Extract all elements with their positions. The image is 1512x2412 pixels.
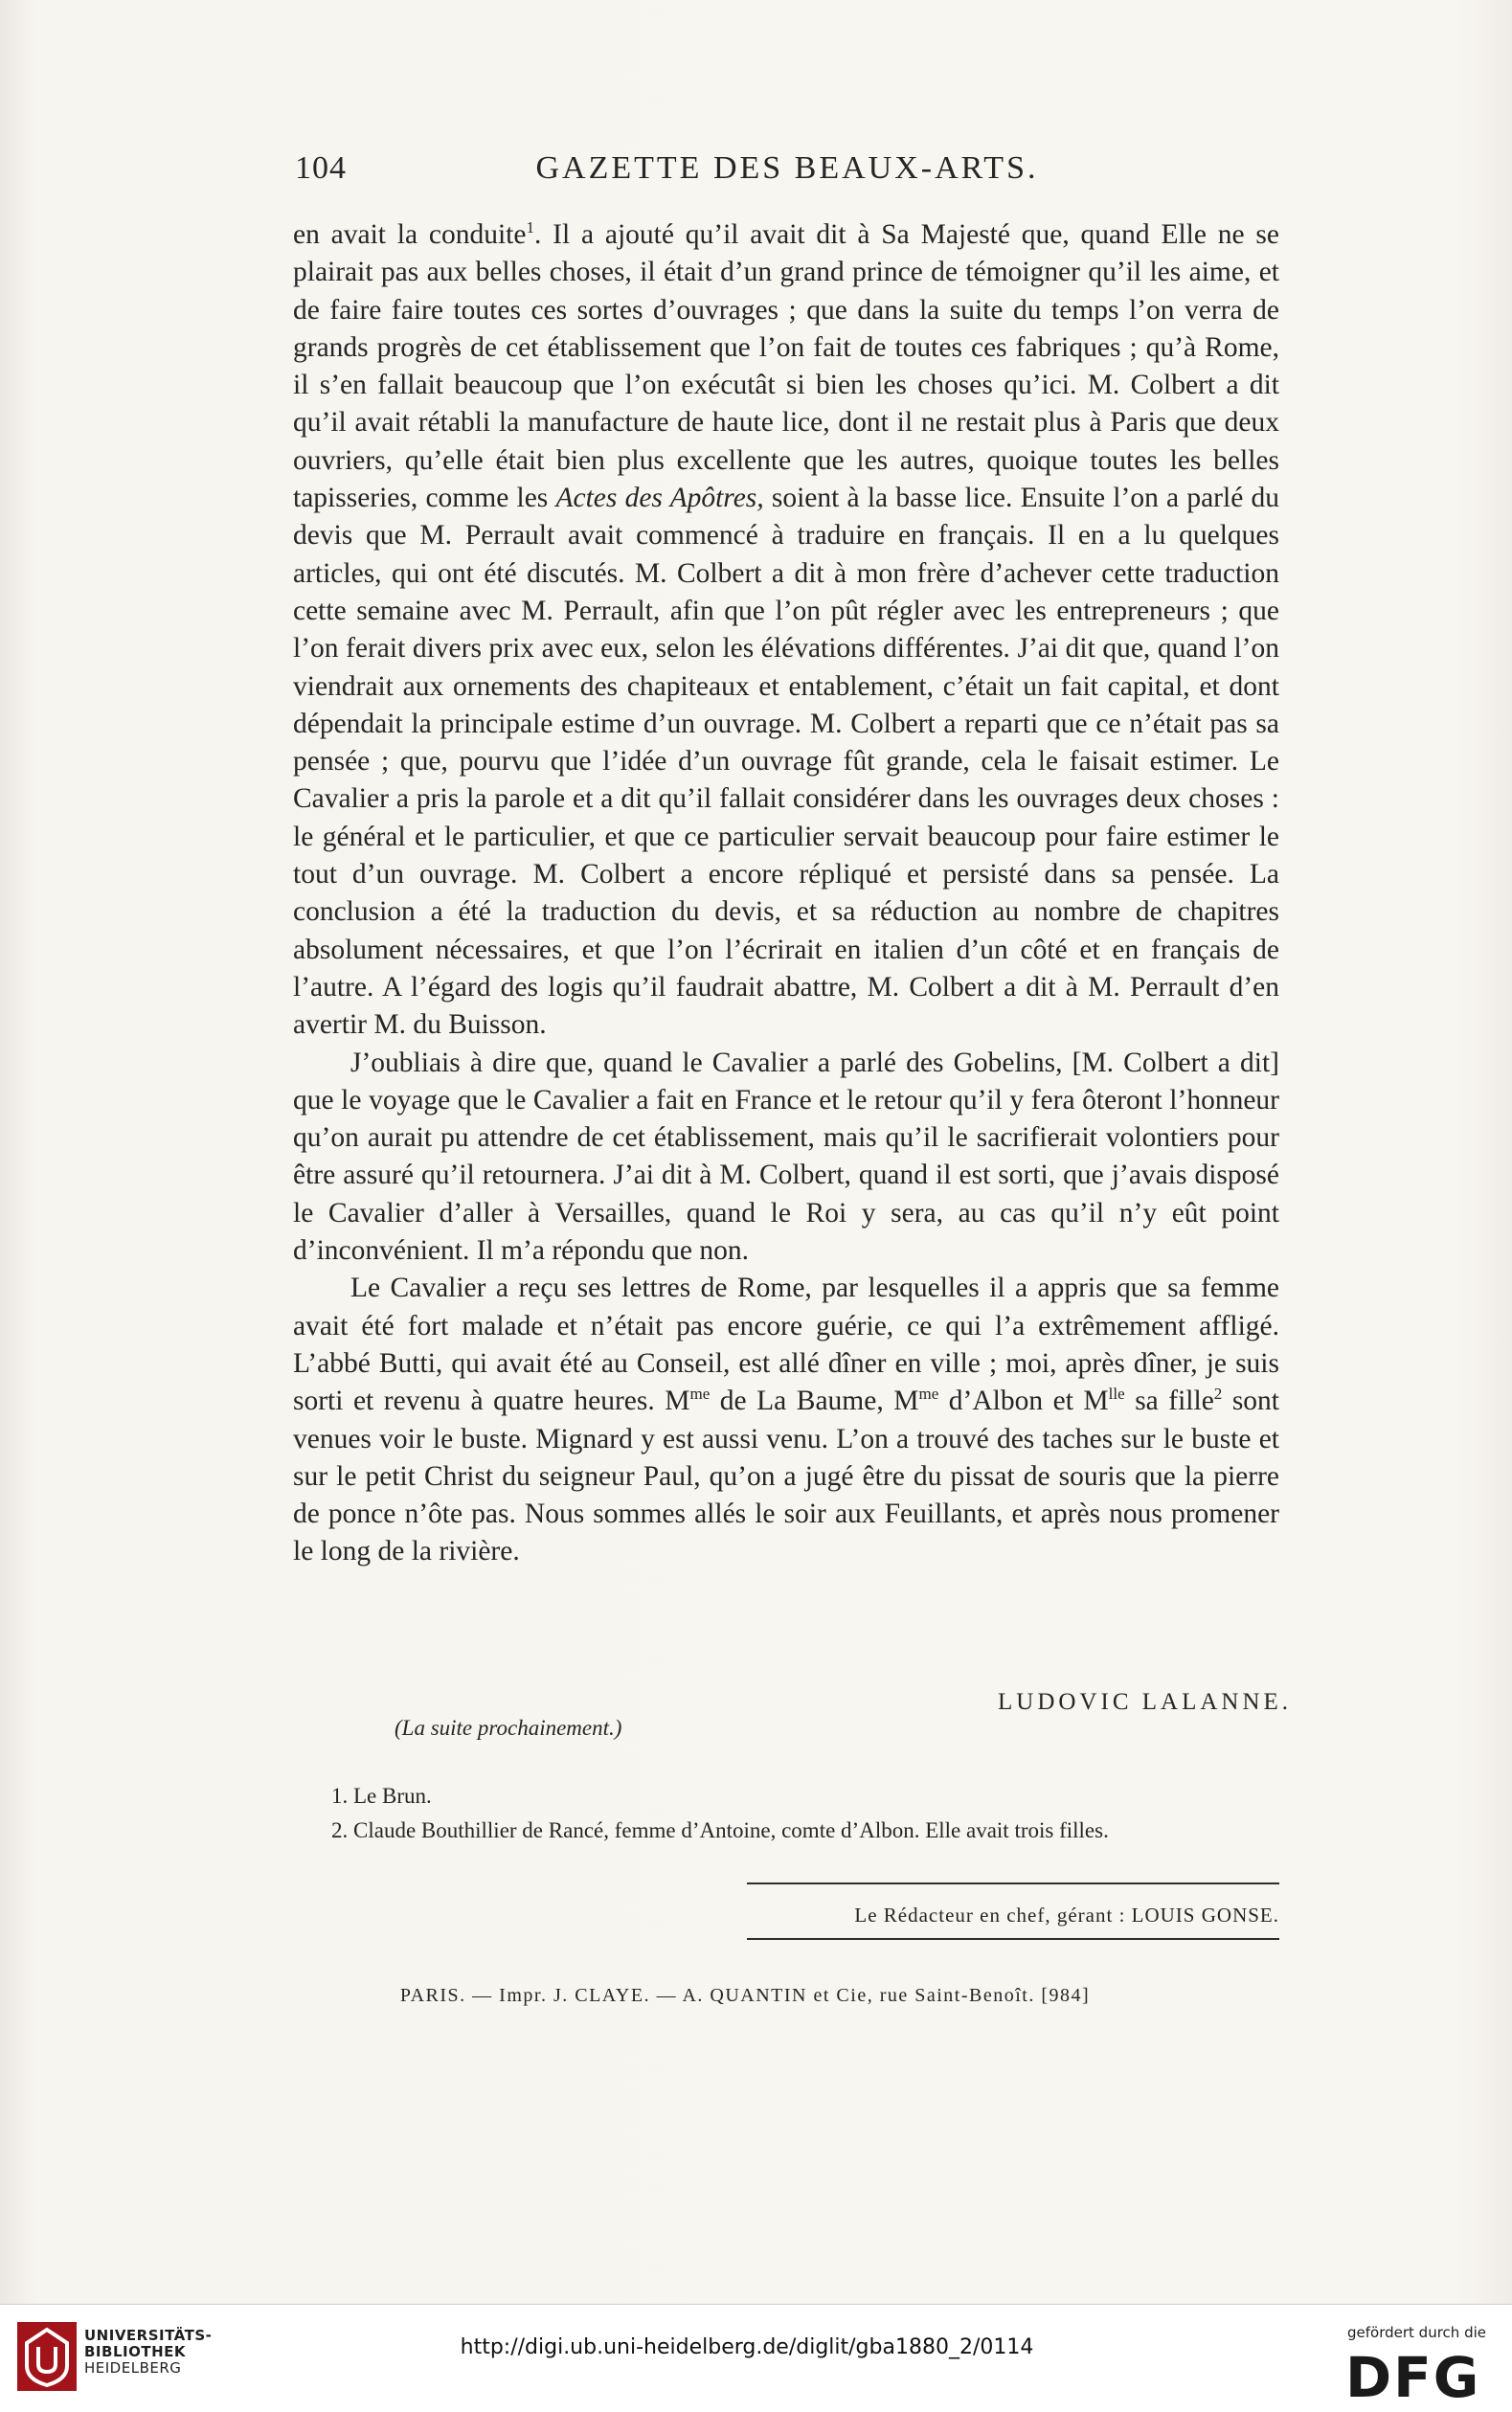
- footnotes: [331, 1779, 1289, 1848]
- continuation-note: (La suite prochainement.): [395, 1716, 622, 1740]
- divider: [747, 1938, 1279, 1940]
- article-body: [293, 216, 1279, 1571]
- footnote-marker: 1: [526, 218, 534, 237]
- paragraph: en avait la conduite$^1$. Il a ajouté qu’il avait dit à Sa Majesté que, quand Elle ne se plairait pas aux belles choses, il était d’un grand prince de témoigner qu’il les aime, et de faire faire toutes ces sortes d’ouvrages ; que dans la suite du temps l’on verra de grands progrès de cet établissement que l’on fait de toutes ces fabriques ; qu’à Rome, il s’en fallait beaucoup que l’on exécutât si bien les choses qu’ici. M. Colbert a dit qu’il avait rétabli la manufacture de haute lice, dont il ne restait plus à Paris que deux ouvriers, qu’elle était bien plus excellente que les autres, quoique toutes les belles tapisseries, comme les Actes des Apôtres, soient à la basse lice. Ensuite l’on a parlé du devis que M. Perrault avait commencé à traduire en français. Il en a lu quelques articles, qui ont été discutés. M. Colbert a dit à mon frère d’achever cette traduction cette semaine avec M. Perrault, afin que l’on pût régler avec les entrepreneurs ; que l’on ferait divers prix avec eux, selon les élévations différentes. J’ai dit que, quand l’on viendrait aux ornements des chapiteaux et entablement, c’était un fait capital, et dont dépendait la principale estime d’un ouvrage. M. Colbert a reparti que ce n’était pas sa pensée ; que, pourvu que l’idée d’un ouvrage fût grande, cela le faisait estimer. Le Cavalier a pris la parole et a dit qu’il fallait considérer dans les ouvrages deux choses : le général et le particulier, et que ce particulier servait beaucoup pour faire estimer le tout d’un ouvrage. M. Colbert a encore répliqué et persisté dans sa pensée. La conclusion a été la traduction du devis, et sa réduction au nombre de chapitres absolument nécessaires, et que l’on l’écrirait en italien d’un côté et en français de l’autre. A l’égard des logis qu’il faudrait abattre, M. Colbert a dit à M. Perrault d’en avertir M. du Buisson.: [293, 218, 1280, 1041]
- paragraph: J’oubliais à dire que, quand le Cavalier a parlé des Gobelins, [M. Colbert a dit] que le voyage que le Cavalier a fait en France et le retour qu’il y fera ôteront l’honneur qu’on aurait pu attendre de cet établissement, mais qu’il le sacrifierait volontiers pour être assuré qu’il retournera. J’ai dit à M. Colbert, quand il est sorti, que j’avais disposé le Cavalier d’aller à Versailles, quand le Roi y sera, au cas qu’il n’y eût point d’inconvénient. Il m’a répondu que non.: [293, 1047, 1279, 1267]
- paragraph: Le Cavalier a reçu ses lettres de Rome, par lesquelles il a appris que sa femme avait été fort malade et n’était pas encore guérie, ce qui l’a extrêmement affligé. L’abbé Butti, qui avait été au Conseil, est allé dîner en ville ; moi, après dîner, je suis sorti et revenu à quatre heures. $M^{me}$ de La Baume, $M^{me}$ d’Albon et $M^{lle}$ sa fille$^2$ sont venues voir le buste. Mignard y est aussi venu. L’on a trouvé des taches sur le buste et sur le petit Christ du seigneur Paul, qu’on a jugé être du pissat de souris que la pierre de ponce n’ôte pas. Nous sommes allés le soir aux Feuillants, et après nous promener le long de la rivière.: [293, 1273, 1279, 1567]
- dfg-logo-icon: [1345, 2349, 1489, 2402]
- digitization-footer: [0, 2304, 1512, 2412]
- footnote: 1. Le Brun.: [331, 1784, 432, 1808]
- university-library-logo-icon: [17, 2322, 77, 2391]
- author-signature: LUDOVIC LALANNE.: [998, 1689, 1293, 1715]
- dfg-logo-text: DFG: [1345, 2349, 1481, 2402]
- library-name: UNIVERSITÄTS- BIBLIOTHEK HEIDELBERG: [84, 2327, 213, 2377]
- running-title: GAZETTE DES BEAUX-ARTS.: [535, 150, 1039, 186]
- footnote: 2. Claude Bouthillier de Rancé, femme d’Antoine, comte d’Albon. Elle avait trois filles.: [331, 1818, 1109, 1842]
- printer-imprint: PARIS. — Impr. J. CLAYE. — A. QUANTIN et Cie, rue Saint-Benoît. [984]: [399, 1985, 1091, 2006]
- italic-title: Actes des Apôtres,: [555, 483, 764, 514]
- divider: [747, 1882, 1279, 1884]
- funding-caption: gefördert durch die: [1347, 2324, 1486, 2341]
- page-number: 104: [295, 150, 347, 186]
- footnote-marker: 2: [1213, 1385, 1223, 1404]
- page-header: [295, 150, 1279, 192]
- permalink-url[interactable]: http://digi.ub.uni-heidelberg.de/diglit/gba1880_2/0114: [460, 2335, 1034, 2359]
- editor-imprint: Le Rédacteur en chef, gérant : LOUIS GONSE.: [854, 1904, 1279, 1927]
